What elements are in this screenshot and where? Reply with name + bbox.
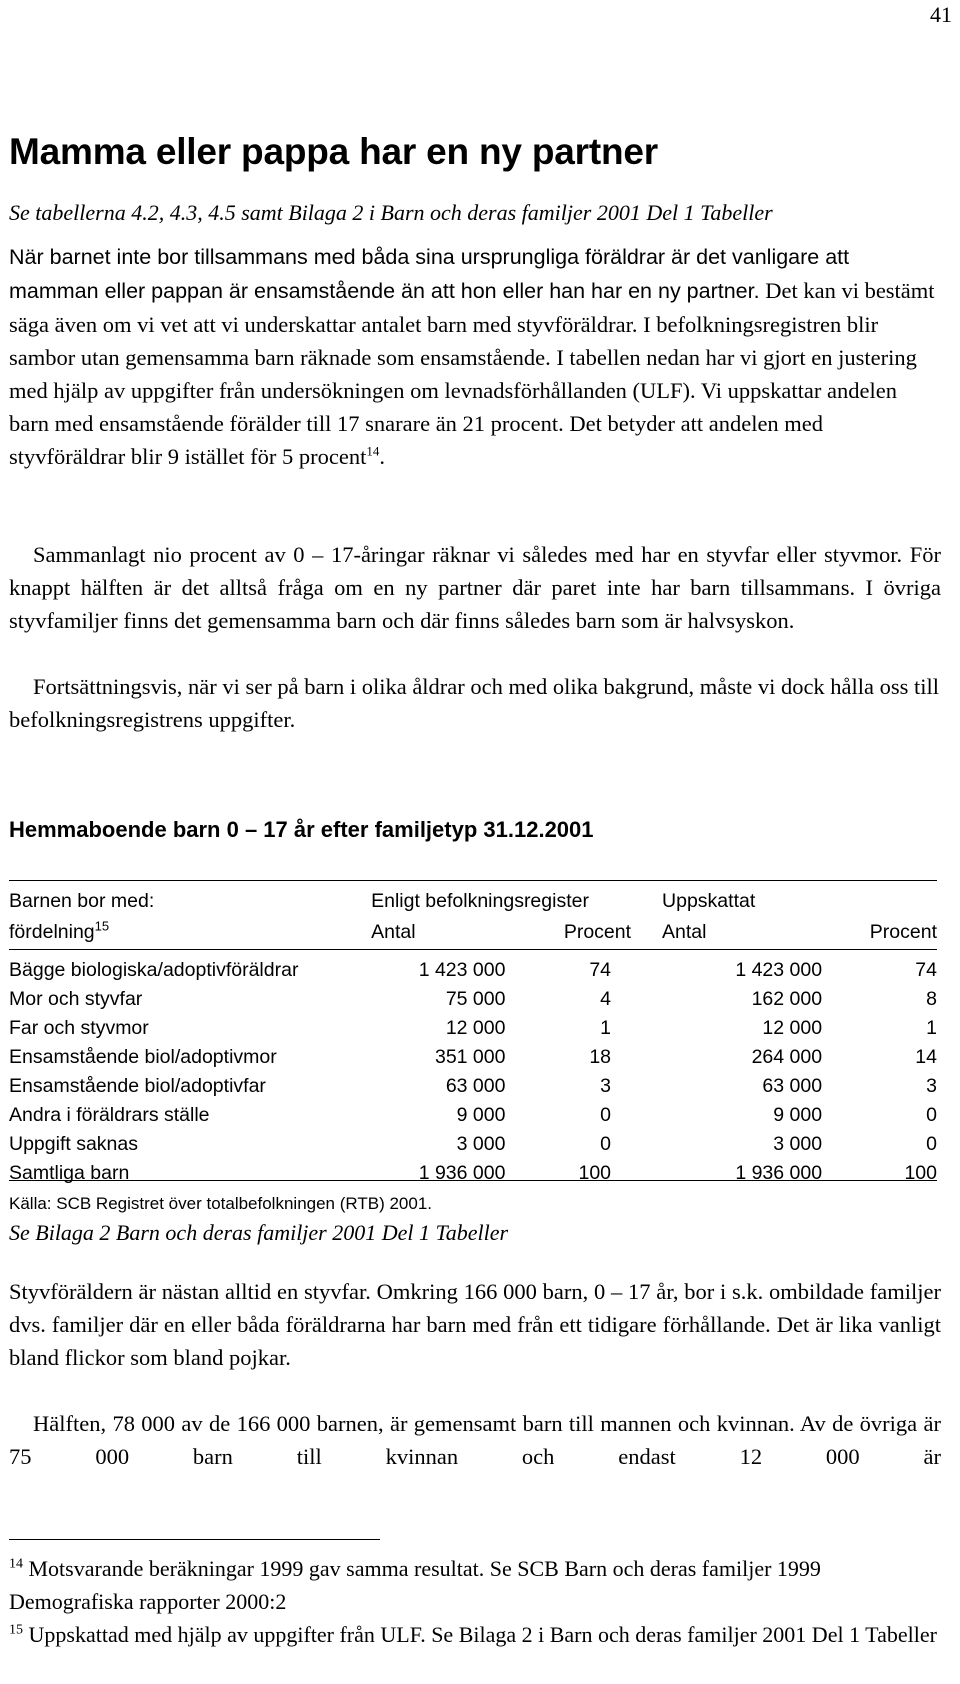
row-reg-procent: 74 <box>589 959 612 981</box>
row-reg-procent: 18 <box>589 1046 612 1068</box>
paragraph-3: Fortsättningsvis, när vi ser på barn i olika åldrar och med olika bakgrund, måste vi dock hålla oss till befolkningsregistrens uppgifter. <box>9 674 940 732</box>
row-reg-antal: 1 936 000 <box>418 1162 506 1184</box>
header-uppskattat: Uppskattat <box>662 890 756 912</box>
row-est-antal: 264 000 <box>751 1046 823 1068</box>
row-est-procent: 3 <box>926 1075 937 1097</box>
row-label: Ensamstående biol/adoptivfar <box>9 1075 266 1097</box>
row-est-procent: 74 <box>915 959 937 981</box>
row-est-procent: 100 <box>904 1162 937 1184</box>
row-label: Far och styvmor <box>9 1017 149 1039</box>
table-header-row-1 <box>9 886 937 917</box>
row-reg-antal: 351 000 <box>434 1046 506 1068</box>
row-label: Mor och styvfar <box>9 988 143 1010</box>
intro-sans-text: När barnet inte bor tillsammans med båda sina ursprungliga föräldrar är det vanligare att mamman eller pappan är ensamstående än att hon eller han har en ny partner. <box>9 245 850 303</box>
row-est-procent: 0 <box>926 1133 937 1155</box>
footnote-ref-15: 15 <box>94 918 110 934</box>
row-reg-antal: 75 000 <box>445 988 506 1010</box>
source-reference: Se tabellerna 4.2, 4.3, 4.5 samt Bilaga 2 i Barn och deras familjer 2001 Del 1 Tabeller <box>9 200 773 225</box>
row-est-antal: 162 000 <box>751 988 823 1010</box>
row-reg-procent: 0 <box>600 1133 612 1155</box>
intro-serif-text: Det kan vi bestämt säga även om vi vet att vi underskattar antalet barn med styvföräldrar. I befolkningsregistren blir sambor utan gemensamma barn räknade som ensamstående. I tabellen nedan har vi gjort en justering med hjälp av uppgifter från undersökningen om levnadsförhållanden (ULF). Vi uppskattar andelen barn med ensamstående förälder till 17 snarare än 21 procent. Det betyder att andelen med styvföräldrar blir 9 istället för 5 procent <box>9 278 935 469</box>
row-est-procent: 8 <box>926 988 937 1010</box>
table-row <box>9 1159 937 1188</box>
row-est-antal: 63 000 <box>762 1075 823 1097</box>
row-reg-procent: 3 <box>600 1075 612 1097</box>
footnote-ref-14: 14 <box>366 443 380 459</box>
table-row <box>9 1101 937 1130</box>
row-label: Andra i föräldrars ställe <box>9 1104 210 1126</box>
intro-paragraph: När barnet inte bor tillsammans med båda sina ursprungliga föräldrar är det vanligare att mamman eller pappan är ensamstående än att hon eller han har en ny partner. Det kan vi bestämt säga även om vi vet att vi underskattar antalet barn med styvföräldrar. I befolkningsregistren blir sambor utan gemensamma barn räknade som ensamstående. I tabellen nedan har vi gjort en justering med hjälp av uppgifter från undersökningen om levnadsförhållanden (ULF). Vi uppskattar andelen barn med ensamstående förälder till 17 snarare än 21 procent. Det betyder att andelen med styvföräldrar blir 9 istället för 5 procent$^{14}$. <box>9 245 935 469</box>
row-label: Uppgift saknas <box>9 1133 138 1155</box>
row-est-procent: 0 <box>926 1104 937 1126</box>
table-row <box>9 1072 937 1101</box>
row-reg-antal: 3 000 <box>456 1133 506 1155</box>
row-reg-procent: 0 <box>600 1104 612 1126</box>
row-reg-antal: 12 000 <box>445 1017 506 1039</box>
footnote-15: $^{15}$ Uppskattad med hjälp av uppgifter från ULF. Se Bilaga 2 i Barn och deras familjer 2001 Del 1 Tabeller <box>9 1622 937 1647</box>
paragraph-5: Hälften, 78 000 av de 166 000 barnen, är gemensamt barn till mannen och kvinnan. Av de övriga är 75 000 barn till kvinnan och endast 12 000 är <box>9 1411 941 1469</box>
table-row <box>9 1043 937 1072</box>
header-reg-antal: Antal <box>371 921 416 943</box>
row-est-antal: 9 000 <box>773 1104 823 1126</box>
row-est-antal: 1 423 000 <box>735 959 823 981</box>
row-est-procent: 1 <box>926 1017 937 1039</box>
row-label: Ensamstående biol/adoptivmor <box>9 1046 277 1068</box>
table-row <box>9 1014 937 1043</box>
table-header-rule <box>9 949 937 950</box>
page-title: Mamma eller pappa har en ny partner <box>9 131 658 172</box>
paragraph-2: Sammanlagt nio procent av 0 – 17-åringar räknar vi således med har en styvfar eller styvmor. För knappt hälften är det alltså fråga om en ny partner där paret inte har barn tillsammans. I övriga styvfamiljer finns det gemensamma barn och där finns således barn som är halvsyskon. <box>9 542 941 633</box>
row-reg-procent: 4 <box>600 988 612 1010</box>
paragraph-4: Styvföräldern är nästan alltid en styvfar. Omkring 166 000 barn, 0 – 17 år, bor i s.k. ombildade familjer dvs. familjer där en eller båda föräldrarna har barn med från ett tidigare förhållande. Det är lika vanligt bland flickor som bland pojkar. <box>9 1279 941 1370</box>
header-reg-procent: Procent <box>563 921 632 943</box>
header-befolkningsregister: Enligt befolkningsregister <box>371 890 589 912</box>
table-top-rule <box>9 880 937 881</box>
header-fordelning: fördelning$^{15}$ <box>9 918 110 943</box>
row-reg-antal: 9 000 <box>456 1104 506 1126</box>
family-type-table <box>9 886 937 1188</box>
table-row <box>9 1130 937 1159</box>
footnote-14: $^{14}$ Motsvarande beräkningar 1999 gav samma resultat. Se SCB Barn och deras familjer 1999 Demografiska rapporter 2000:2 <box>9 1556 821 1614</box>
table-row <box>9 985 937 1014</box>
table-row <box>9 950 937 985</box>
page-number: 41 <box>930 2 952 27</box>
header-barnen-bor-med: Barnen bor med: <box>9 890 155 912</box>
header-est-procent: Procent <box>869 921 937 943</box>
row-est-antal: 3 000 <box>773 1133 823 1155</box>
row-label: Bägge biologiska/adoptivföräldrar <box>9 959 299 981</box>
row-reg-antal: 63 000 <box>445 1075 506 1097</box>
table-title: Hemmaboende barn 0 – 17 år efter familjetyp 31.12.2001 <box>9 817 594 842</box>
row-reg-procent: 100 <box>578 1162 612 1184</box>
table-bottom-rule <box>9 1180 937 1181</box>
header-est-antal: Antal <box>662 921 707 943</box>
footnote-separator <box>9 1539 380 1540</box>
row-reg-procent: 1 <box>600 1017 612 1039</box>
table-header-row-2 <box>9 917 937 950</box>
row-label: Samtliga barn <box>9 1162 130 1184</box>
row-est-antal: 1 936 000 <box>735 1162 823 1184</box>
row-est-procent: 14 <box>915 1046 937 1068</box>
table-source: Källa: SCB Registret över totalbefolkningen (RTB) 2001. <box>9 1194 433 1213</box>
table-reference: Se Bilaga 2 Barn och deras familjer 2001 Del 1 Tabeller <box>9 1220 509 1245</box>
row-est-antal: 12 000 <box>762 1017 823 1039</box>
row-reg-antal: 1 423 000 <box>418 959 506 981</box>
footnotes <box>9 1552 939 1651</box>
